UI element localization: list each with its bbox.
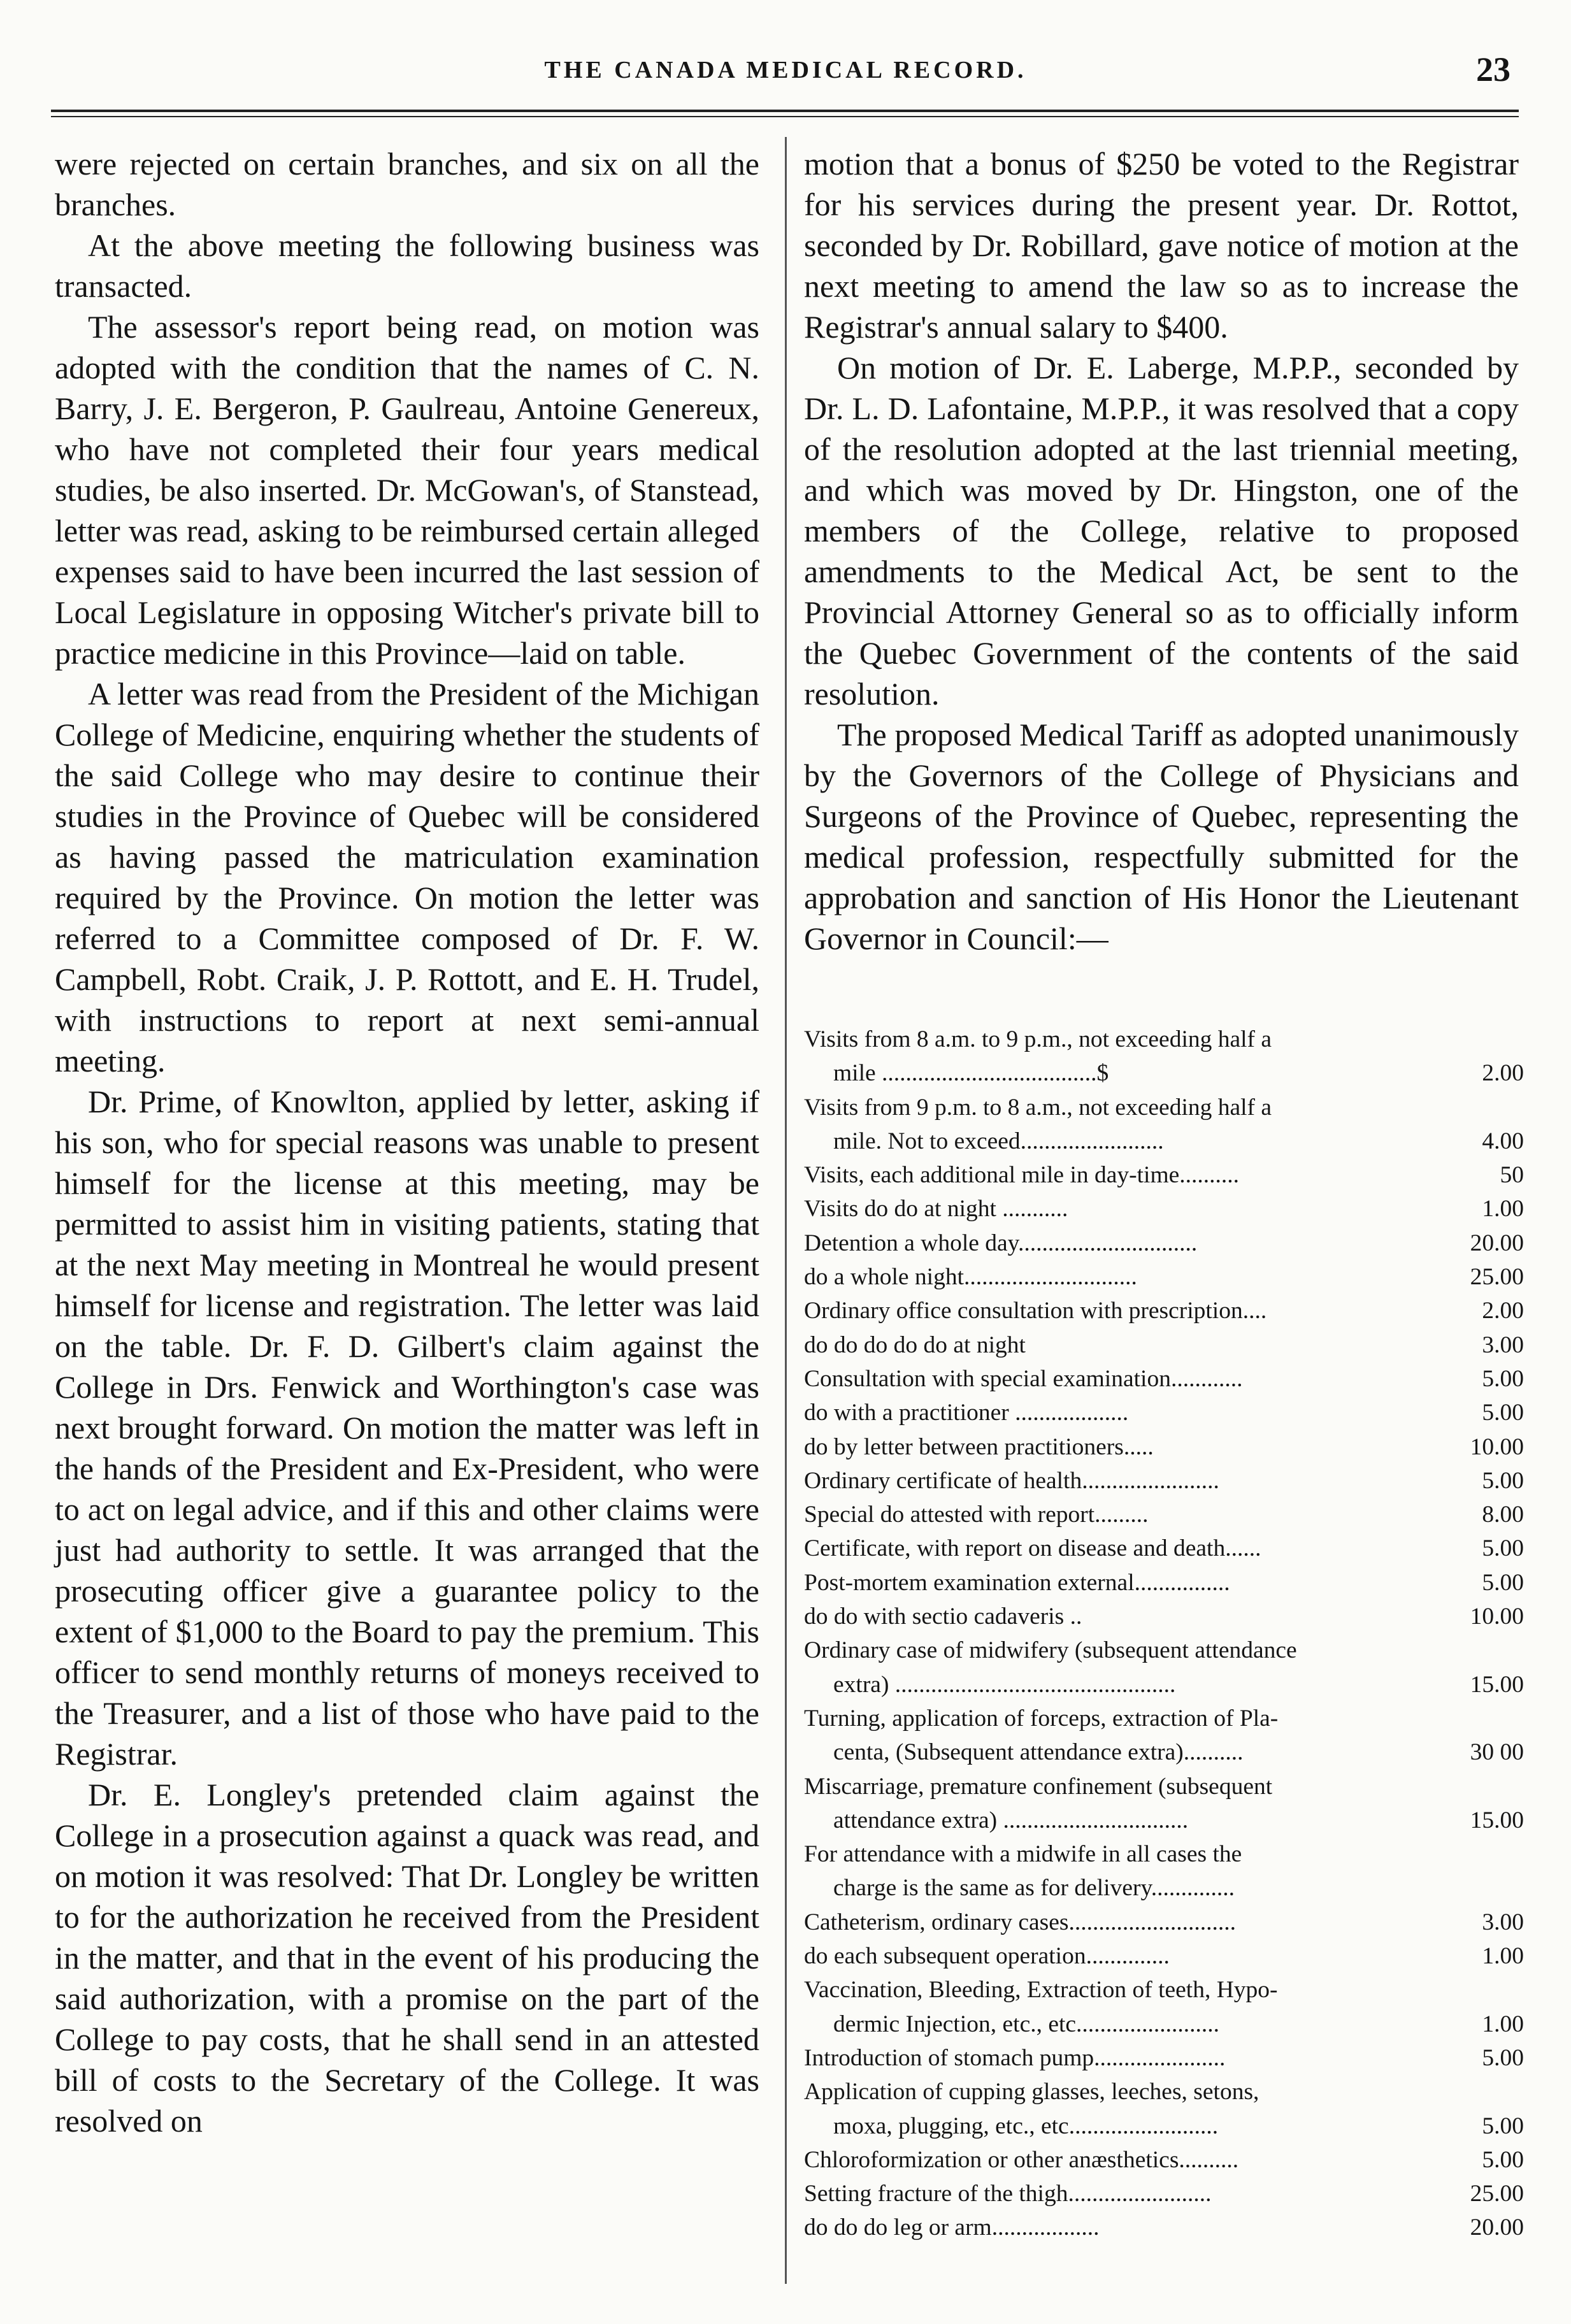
tariff-entry — [804, 1770, 1524, 1838]
tariff-entry — [804, 1260, 1524, 1294]
tariff-entry — [804, 1294, 1524, 1328]
tariff-price: 25.00 — [1470, 1264, 1524, 1291]
tariff-description: do do do do do at night — [804, 1331, 1026, 1358]
tariff-description: do with a practitioner ................... — [804, 1400, 1129, 1426]
tariff-description: Ordinary case of midwifery (subsequent attendance — [804, 1637, 1297, 1664]
tariff-row — [804, 2143, 1524, 2177]
tariff-row — [804, 1871, 1524, 1905]
tariff-entry — [804, 1973, 1524, 2041]
tariff-price: 4.00 — [1482, 1128, 1524, 1154]
tariff-price: 2.00 — [1482, 1298, 1524, 1324]
page-number: 23 — [1476, 50, 1510, 89]
tariff-price: 10.00 — [1470, 1603, 1524, 1630]
tariff-description: Special do attested with report......... — [804, 1502, 1149, 1528]
tariff-entry — [804, 2075, 1524, 2143]
tariff-entry — [804, 1905, 1524, 1939]
column-divider — [785, 137, 787, 2284]
tariff-row — [804, 2007, 1524, 2041]
tariff-price: 5.00 — [1482, 1365, 1524, 1392]
tariff-entry — [804, 1396, 1524, 1430]
tariff-entry — [804, 2041, 1524, 2075]
tariff-row — [804, 1566, 1524, 1600]
tariff-description: Visits from 8 a.m. to 9 p.m., not exceeding half a — [804, 1026, 1272, 1052]
tariff-entry — [804, 1633, 1524, 1702]
tariff-row — [804, 2041, 1524, 2075]
tariff-description: extra) ............................................... — [833, 1671, 1176, 1698]
tariff-price: 5.00 — [1482, 1535, 1524, 1562]
tariff-description: Ordinary certificate of health....................... — [804, 1467, 1219, 1494]
tariff-description: Vaccination, Bleeding, Extraction of teeth, Hypo- — [804, 1977, 1278, 2004]
tariff-description: do a whole night............................. — [804, 1264, 1137, 1291]
tariff-row — [804, 1668, 1524, 1702]
tariff-price: 5.00 — [1482, 2044, 1524, 2071]
tariff-price: 5.00 — [1482, 2146, 1524, 2173]
header-rule-thin — [51, 116, 1519, 117]
tariff-entry — [804, 1362, 1524, 1396]
tariff-entry — [804, 1837, 1524, 1905]
tariff-description: charge is the same as for delivery.............. — [833, 1875, 1235, 1902]
tariff-row — [804, 1905, 1524, 1939]
paragraph: Dr. E. Longley's pretended claim against the College in a prosecution against a quack was read, and on motion it was resolved: That Dr. Longley be written to for the authorization he received from the President in the matter, and that in the event of his producing the said authorization, with a promise on the part of the College to pay costs, that he shall send in an attested bill of costs to the Secretary of the College. It was resolved on — [55, 1777, 759, 2139]
tariff-description: Chloroformization or other anæsthetics.......... — [804, 2146, 1239, 2173]
tariff-row — [804, 1702, 1524, 1735]
paragraph: On motion of Dr. E. Laberge, M.P.P., seconded by Dr. L. D. Lafontaine, M.P.P., it was resolved that a copy of the resolution adopted at the last triennial meeting, and which was moved by Dr. Hingston, one of the members of the College, relative to proposed amendments to the Medical Act, be sent to the Provincial Attorney General so as to officially inform the Quebec Government of the contents of the said resolution. — [804, 350, 1519, 712]
tariff-description: dermic Injection, etc., etc........................ — [833, 2011, 1220, 2037]
tariff-row — [804, 1158, 1524, 1192]
tariff-row — [804, 1328, 1524, 1362]
tariff-row — [804, 1056, 1524, 1090]
tariff-row — [804, 1260, 1524, 1294]
tariff-entry — [804, 1226, 1524, 1260]
tariff-entry — [804, 2177, 1524, 2211]
tariff-row — [804, 1804, 1524, 1837]
tariff-row — [804, 1294, 1524, 1328]
tariff-entry — [804, 1939, 1524, 1973]
tariff-description: Visits do do at night ........... — [804, 1196, 1068, 1223]
tariff-price: 15.00 — [1470, 1807, 1524, 1833]
tariff-entry — [804, 1600, 1524, 1633]
paragraph: The proposed Medical Tariff as adopted unanimously by the Governors of the College of Physicians and Surgeons of the Province of Quebec, representing the medical profession, respectfully submitted for the approbation and sanction of His Honor the Lieutenant Governor in Council:— — [804, 717, 1519, 956]
tariff-entry — [804, 1702, 1524, 1770]
tariff-price: 5.00 — [1482, 1467, 1524, 1494]
tariff-price: 5.00 — [1482, 1569, 1524, 1596]
tariff-row — [804, 1633, 1524, 1667]
tariff-price: 8.00 — [1482, 1502, 1524, 1528]
tariff-description: attendance extra) ............................... — [833, 1807, 1189, 1833]
tariff-description: Application of cupping glasses, leeches, setons, — [804, 2079, 1259, 2105]
tariff-price: 1.00 — [1482, 2011, 1524, 2037]
tariff-row — [804, 1362, 1524, 1396]
tariff-entry — [804, 1498, 1524, 1531]
tariff-description: mile. Not to exceed........................ — [833, 1128, 1164, 1154]
tariff-price: 3.00 — [1482, 1909, 1524, 1935]
header-rule-thick — [51, 110, 1519, 112]
tariff-description: Consultation with special examination............ — [804, 1365, 1243, 1392]
tariff-description: moxa, plugging, etc., etc......................... — [833, 2112, 1219, 2139]
tariff-description: Miscarriage, premature confinement (subsequent — [804, 1773, 1273, 1800]
tariff-price: 20.00 — [1470, 1230, 1524, 1256]
tariff-description: do by letter between practitioners..... — [804, 1433, 1154, 1460]
tariff-row — [804, 1464, 1524, 1498]
tariff-entry — [804, 1566, 1524, 1600]
tariff-description: Setting fracture of the thigh........................ — [804, 2181, 1212, 2207]
tariff-description: Introduction of stomach pump...................... — [804, 2044, 1226, 2071]
tariff-row — [804, 2211, 1524, 2244]
tariff-description: Ordinary office consultation with prescription.... — [804, 1298, 1267, 1324]
right-column — [804, 143, 1519, 959]
tariff-row — [804, 2109, 1524, 2143]
tariff-entry — [804, 1464, 1524, 1498]
tariff-row — [804, 1939, 1524, 1973]
paragraph: At the above meeting the following business was transacted. — [55, 227, 759, 304]
tariff-description: do do do leg or arm.................. — [804, 2214, 1100, 2241]
tariff-row — [804, 1531, 1524, 1565]
tariff-description: Certificate, with report on disease and death...... — [804, 1535, 1261, 1562]
tariff-description: Visits from 9 p.m. to 8 a.m., not exceeding half a — [804, 1094, 1272, 1121]
tariff-row — [804, 1735, 1524, 1769]
tariff-price: 1.00 — [1482, 1196, 1524, 1223]
paragraph: were rejected on certain branches, and six on all the branches. — [55, 146, 759, 222]
tariff-row — [804, 1770, 1524, 1804]
running-head: THE CANADA MEDICAL RECORD. — [544, 57, 1027, 83]
tariff-row — [804, 1837, 1524, 1871]
tariff-row — [804, 2075, 1524, 2109]
tariff-price: 15.00 — [1470, 1671, 1524, 1698]
tariff-row — [804, 1973, 1524, 2007]
tariff-price: 25.00 — [1470, 2181, 1524, 2207]
tariff-price: 10.00 — [1470, 1433, 1524, 1460]
tariff-description: Detention a whole day.............................. — [804, 1230, 1198, 1256]
tariff-description: do do with sectio cadaveris .. — [804, 1603, 1082, 1630]
tariff-description: mile ....................................$ — [833, 1060, 1109, 1087]
left-column — [55, 143, 759, 2141]
tariff-row — [804, 1430, 1524, 1464]
tariff-description: do each subsequent operation.............. — [804, 1943, 1170, 1970]
tariff-entry — [804, 2143, 1524, 2177]
tariff-price: 5.00 — [1482, 2112, 1524, 2139]
tariff-description: Catheterism, ordinary cases............................ — [804, 1909, 1236, 1935]
tariff-entry — [804, 1192, 1524, 1226]
tariff-price: 2.00 — [1482, 1060, 1524, 1087]
tariff-row — [804, 1124, 1524, 1158]
tariff-description: Post-mortem examination external................ — [804, 1569, 1230, 1596]
tariff-entry — [804, 1328, 1524, 1362]
tariff-entry — [804, 1158, 1524, 1192]
tariff-row — [804, 1091, 1524, 1124]
tariff-entry — [804, 1531, 1524, 1565]
paragraph: The assessor's report being read, on motion was adopted with the condition that the names of C. N. Barry, J. E. Bergeron, P. Gaulreau, Antoine Genereux, who have not completed their four years medical studies, be also inserted. Dr. McGowan's, of Stanstead, letter was read, asking to be reimbursed certain alleged expenses said to have been incurred the last session of Local Legislature in opposing Witcher's private bill to practice medicine in this Province—laid on table. — [55, 309, 759, 671]
tariff-description: centa, (Subsequent attendance extra).......... — [833, 1739, 1244, 1766]
tariff-row — [804, 1192, 1524, 1226]
tariff-price: 1.00 — [1482, 1943, 1524, 1970]
tariff-entry — [804, 2211, 1524, 2244]
tariff-row — [804, 1022, 1524, 1056]
tariff-description: Turning, application of forceps, extraction of Pla- — [804, 1705, 1279, 1732]
tariff-entry — [804, 1091, 1524, 1159]
tariff-row — [804, 1396, 1524, 1430]
tariff-price: 5.00 — [1482, 1400, 1524, 1426]
page-header — [0, 50, 1571, 94]
tariff-price: 3.00 — [1482, 1331, 1524, 1358]
tariff-row — [804, 1498, 1524, 1531]
paragraph: motion that a bonus of $250 be voted to the Registrar for his services during the present year. Dr. Rottot, seconded by Dr. Robillard, gave notice of motion at the next meeting to amend the law so as to increase the Registrar's annual salary to $400. — [804, 146, 1519, 345]
paragraph: A letter was read from the President of the Michigan College of Medicine, enquiring whether the students of the said College who may desire to continue their studies in the Province of Quebec will be considered as having passed the matriculation examination required by the Province. On motion the letter was referred to a Committee composed of Dr. F. W. Campbell, Robt. Craik, J. P. Rottott, and E. H. Trudel, with instructions to report at next semi-annual meeting. — [55, 676, 759, 1079]
tariff-entry — [804, 1022, 1524, 1091]
tariff-price: 30 00 — [1470, 1739, 1524, 1766]
tariff-row — [804, 1600, 1524, 1633]
tariff-price: 50 — [1500, 1162, 1524, 1189]
tariff-price: 20.00 — [1470, 2214, 1524, 2241]
tariff-description: For attendance with a midwife in all cases the — [804, 1841, 1242, 1868]
tariff-entry — [804, 1430, 1524, 1464]
tariff-description: Visits, each additional mile in day-time.......... — [804, 1162, 1240, 1189]
paragraph: Dr. Prime, of Knowlton, applied by letter, asking if his son, who for special reasons was unable to present himself for the license at this meeting, may be permitted to assist him in visiting patients, stating that at the next May meeting in Montreal he would present himself for license and registration. The letter was laid on the table. Dr. F. D. Gilbert's claim against the College in Drs. Fenwick and Worthington's case was next brought forward. On motion the matter was left in the hands of the President and Ex-President, who were to act on legal advice, and if this and other claims were just had authority to settle. It was arranged that the prosecuting officer give a guarantee policy to the extent of $1,000 to the Board to pay the premium. This officer to send monthly returns of moneys received to the Treasurer, and a list of those who have paid to the Registrar. — [55, 1084, 759, 1772]
medical-tariff-table — [804, 1022, 1524, 2245]
tariff-row — [804, 2177, 1524, 2211]
tariff-row — [804, 1226, 1524, 1260]
